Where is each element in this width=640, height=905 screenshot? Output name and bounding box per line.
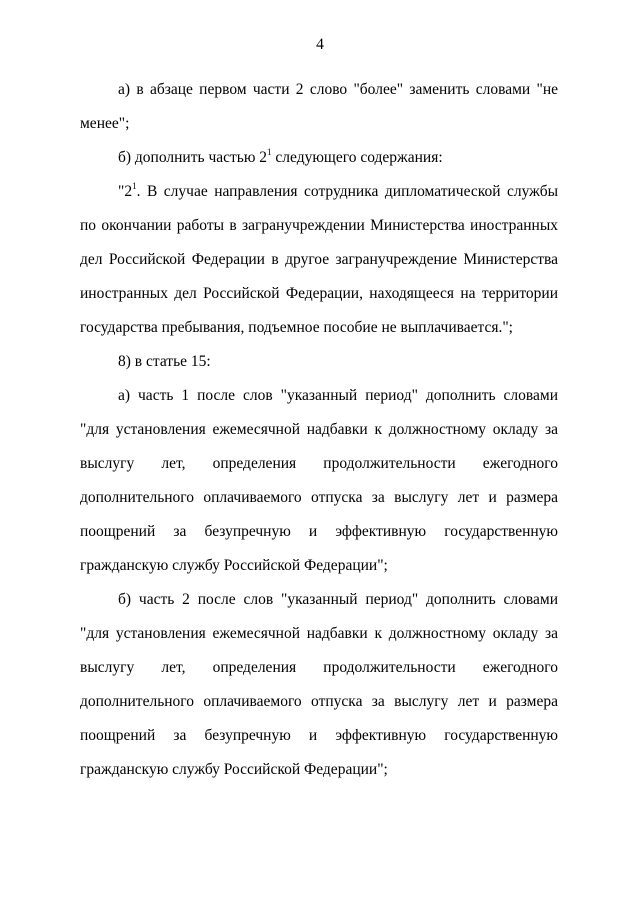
paragraph-b-superscript: 1 — [267, 147, 272, 157]
paragraph-article-15: 8) в статье 15: — [118, 353, 211, 370]
part-2-1-superscript: 1 — [132, 181, 137, 191]
paragraph-a-part-2: а) в абзаце первом части 2 слово "более" заменить словами "не менее"; — [80, 81, 558, 132]
paragraph-a-part-1: а) часть 1 после слов "указанный период" дополнить словами "для установления ежемесячной надбавки к должностному окладу за выслугу лет, определения продолжительности ежегодного дополнительного оплачиваемого отпуска за выслугу лет и размера поощрений за безупречную и эффективную государственную гражданскую службу Российской Федерации"; — [80, 387, 558, 574]
paragraph-part-2-1 — [80, 175, 558, 345]
page-number: 4 — [316, 36, 324, 53]
part-2-1-number: "2 — [118, 183, 133, 200]
document-body — [80, 73, 558, 787]
part-2-1-text: . В случае направления сотрудника дипломатической службы по окончании работы в загранучреждении Министерства иностранных дел Российской Федерации в другое загранучреждение Министерства иностранных дел Российской Федерации, находящееся на территории государства пребывания, подъемное пособие не выплачивается."; — [80, 183, 558, 336]
paragraph-b-add-part — [80, 141, 558, 175]
paragraph-b-text-end: следующего содержания: — [271, 149, 443, 166]
paragraph-b-text: б) дополнить частью 2 — [118, 149, 268, 166]
paragraph-b-part-2: б) часть 2 после слов "указанный период" дополнить словами "для установления ежемесячной надбавки к должностному окладу за выслугу лет, определения продолжительности ежегодного дополнительного оплачиваемого отпуска за выслугу лет и размера поощрений за безупречную и эффективную государственную гражданскую службу Российской Федерации"; — [80, 591, 558, 778]
